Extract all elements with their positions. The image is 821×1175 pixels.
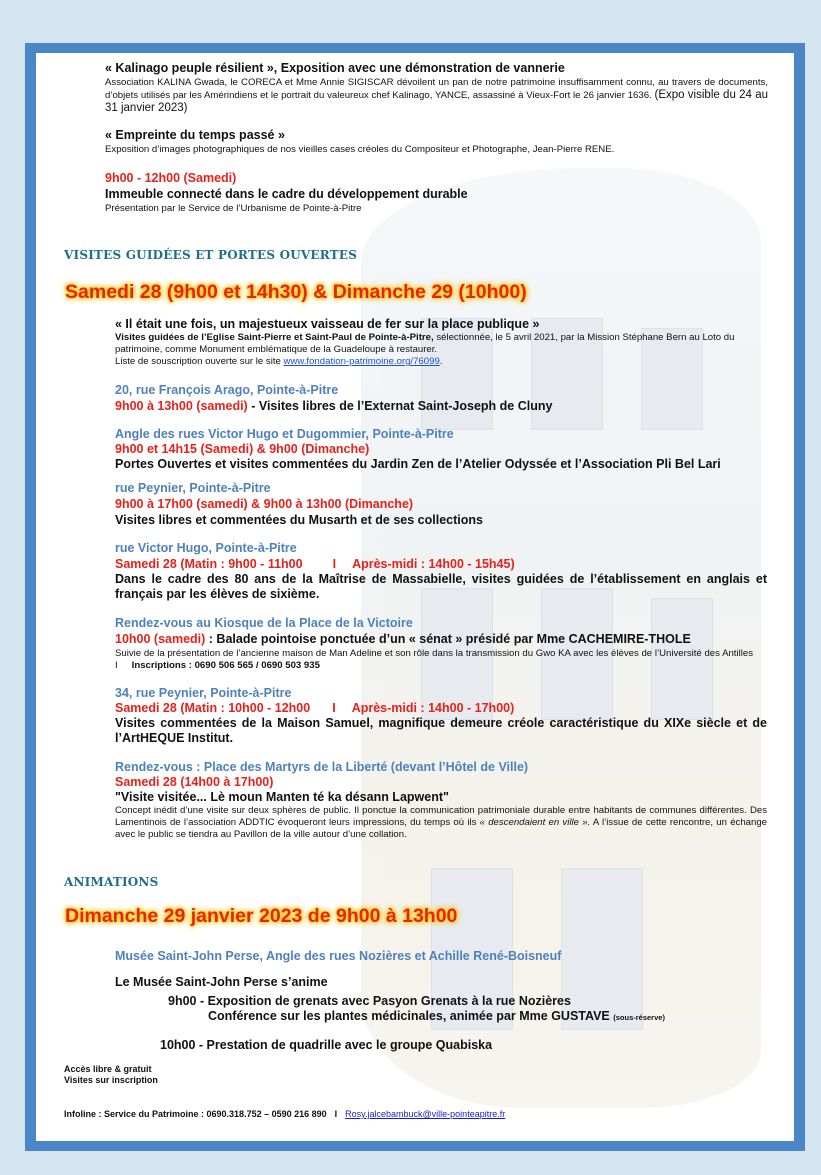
- contact-email-link[interactable]: Rosy.jalcebambuck@ville-pointeapitre.fr: [345, 1109, 506, 1119]
- kalinago-desc-text: Association KALINA Gwada, le CORECA et Mme Annie SIGISCAR dévoilent un pan de notre patrimoine insuffisamment connu, au travers de documents, d’objets utilisés par les Amérindiens et le portrait du valeureux chef Kalinago, YANCE, assassiné à Vieux-Fort le 26 janvier 1636.: [105, 77, 768, 101]
- animations-date-banner: Dimanche 29 janvier 2023 de 9h00 à 13h00: [65, 905, 458, 927]
- martyrs-desc1: Concept inédit d’une visite sur deux sphères de public. Il ponctue la communication patrimoniale durable entre habitants de communes différentes. Des Lamentinois de l’association ADDTIC évoqueront leurs impressions, du temps où ils: [115, 805, 767, 828]
- samuel-time-afternoon: Après-midi : 14h00 - 17h00): [351, 701, 515, 715]
- empreinte-description: Exposition d’images photographiques de nos vieilles cases créoles du Compositeur et Photographe, Jean-Pierre RENE.: [105, 144, 615, 155]
- infoline: [64, 1109, 505, 1120]
- victor-hugo-time-morning: Samedi 28 (Matin : 9h00 - 11h00: [115, 557, 303, 571]
- martyrs-description: [115, 805, 767, 841]
- kiosque-desc-text: Suivie de la présentation de l’ancienne maison de Man Adeline et son rôle dans la transmission du Gwo KA avec les élèves de l’Université des Antilles: [115, 648, 753, 659]
- visites-section-heading: VISITES GUIDÉES ET PORTES OUVERTES: [64, 248, 358, 262]
- musee-intro: Le Musée Saint-John Perse s’anime: [115, 975, 328, 989]
- martyrs-time: Samedi 28 (14h00 à 17h00): [115, 775, 274, 789]
- samuel-sep: I: [332, 701, 336, 715]
- fondation-patrimoine-link[interactable]: www.fondation-patrimoine.org/76099: [283, 356, 440, 367]
- samuel-time-morning: Samedi 28 (Matin : 10h00 - 12h00: [115, 701, 311, 715]
- hugo-dugommier-time: 9h00 et 14h15 (Samedi) & 9h00 (Dimanche): [115, 442, 370, 456]
- kiosque-address: Rendez-vous au Kiosque de la Place de la Victoire: [115, 616, 413, 630]
- kalinago-expo-dates: (Expo visible du 24 au 31 janvier 2023): [105, 89, 768, 114]
- hugo-dugommier-description: Portes Ouvertes et visites commentées du Jardin Zen de l’Atelier Odyssée et l’Association Pli Bel Lari: [115, 457, 721, 471]
- arago-line: [115, 399, 552, 414]
- samuel-time: [115, 701, 514, 716]
- immeuble-time: 9h00 - 12h00 (Samedi): [105, 171, 237, 185]
- immeuble-description: Présentation par le Service de l’Urbanisme de Pointe-à-Pitre: [105, 203, 362, 214]
- infoline-text: Infoline : Service du Patrimoine : 0690.318.752 – 0590 216 890: [64, 1109, 327, 1119]
- martyrs-title: "Visite visitée... Lè moun Manten té ka désann Lapwent": [115, 790, 449, 804]
- victor-hugo-description: Dans le cadre des 80 ans de la Maîtrise de Massabielle, visites guidées de l’établissement en anglais et français par les élèves de sixième.: [115, 572, 767, 601]
- kiosque-title: : Balade pointoise ponctuée d’un « sénat » présidé par Mme CACHEMIRE-THOLE: [205, 632, 691, 646]
- kalinago-title: « Kalinago peuple résilient », Exposition avec une démonstration de vannerie: [105, 61, 565, 75]
- arago-address: 20, rue François Arago, Pointe-à-Pitre: [115, 383, 339, 397]
- kiosque-time: 10h00 (samedi): [115, 632, 206, 646]
- victor-hugo-sep: I: [332, 557, 337, 571]
- vaisseau-title: « Il était une fois, un majestueux vaisseau de fer sur la place publique »: [115, 317, 540, 331]
- animations-section-heading: ANIMATIONS: [64, 875, 159, 889]
- empreinte-title: « Empreinte du temps passé »: [105, 128, 285, 142]
- vaisseau-description: [115, 332, 775, 368]
- vaisseau-desc-bold: Visites guidées de l’Eglise Saint-Pierre et Saint-Paul de Pointe-à-Pitre,: [115, 332, 434, 343]
- vaisseau-desc-text: sélectionnée, le 5 avril 2021, par la Mission Stéphane Bern au Loto du patrimoine, comme Monument emblématique de la Guadeloupe à restaurer.: [115, 332, 735, 355]
- infoline-sep: I: [334, 1109, 338, 1119]
- conference-note: (sous-réserve): [613, 1013, 665, 1022]
- martyrs-desc-italic: « descendaient en ville ».: [479, 817, 591, 828]
- arago-time: 9h00 à 13h00 (samedi): [115, 399, 248, 413]
- martyrs-desc2: A l’issue de cette rencontre, un échange avec le public se tiendra au Pavillon de la ville autour d’une collation.: [115, 817, 768, 840]
- acces-libre: Accès libre & gratuit: [64, 1064, 152, 1074]
- kalinago-description: [105, 77, 768, 115]
- visites-inscription: Visites sur inscription: [64, 1075, 158, 1085]
- animation-item-grenats: 9h00 - Exposition de grenats avec Pasyon Grenats à la rue Nozières: [168, 994, 571, 1008]
- hugo-dugommier-address: Angle des rues Victor Hugo et Dugommier, Pointe-à-Pitre: [115, 427, 454, 441]
- conference-text: Conférence sur les plantes médicinales, animée par Mme GUSTAVE: [208, 1009, 610, 1023]
- document-page: [36, 53, 794, 1141]
- musee-address: Musée Saint-John Perse, Angle des rues Nozières et Achille René-Boisneuf: [115, 949, 562, 963]
- animation-item-quadrille: 10h00 - Prestation de quadrille avec le groupe Quabiska: [160, 1038, 493, 1052]
- animation-item-conference: [208, 1009, 665, 1025]
- samuel-description: Visites commentées de la Maison Samuel, magnifique demeure créole caractéristique du XIXe siècle et de l’ArtHEQUE Institut.: [115, 716, 767, 745]
- kiosque-inscriptions: Inscriptions : 0690 506 565 / 0690 503 935: [131, 660, 320, 671]
- martyrs-address: Rendez-vous : Place des Martyrs de la Liberté (devant l’Hôtel de Ville): [115, 760, 529, 774]
- victor-hugo-time-afternoon: Après-midi : 14h00 - 15h45): [352, 557, 515, 571]
- kiosque-description: [115, 648, 767, 672]
- victor-hugo-address: rue Victor Hugo, Pointe-à-Pitre: [115, 541, 297, 555]
- vaisseau-souscription: Liste de souscription ouverte sur le site: [115, 356, 281, 367]
- kiosque-line: [115, 632, 691, 647]
- peynier-address: rue Peynier, Pointe-à-Pitre: [115, 481, 271, 495]
- kiosque-sep: I: [115, 660, 118, 671]
- arago-sep: -: [247, 399, 259, 413]
- victor-hugo-time: [115, 557, 515, 572]
- vaisseau-link-end: .: [439, 356, 443, 367]
- peynier-time: 9h00 à 17h00 (samedi) & 9h00 à 13h00 (Dimanche): [115, 497, 414, 511]
- peynier-description: Visites libres et commentées du Musarth et de ses collections: [115, 513, 483, 527]
- samuel-address: 34, rue Peynier, Pointe-à-Pitre: [115, 686, 292, 700]
- immeuble-title: Immeuble connecté dans le cadre du développement durable: [105, 187, 468, 201]
- arago-description: Visites libres de l’Externat Saint-Joseph de Cluny: [258, 399, 553, 413]
- visites-date-banner: Samedi 28 (9h00 et 14h30) & Dimanche 29 (10h00): [65, 281, 527, 303]
